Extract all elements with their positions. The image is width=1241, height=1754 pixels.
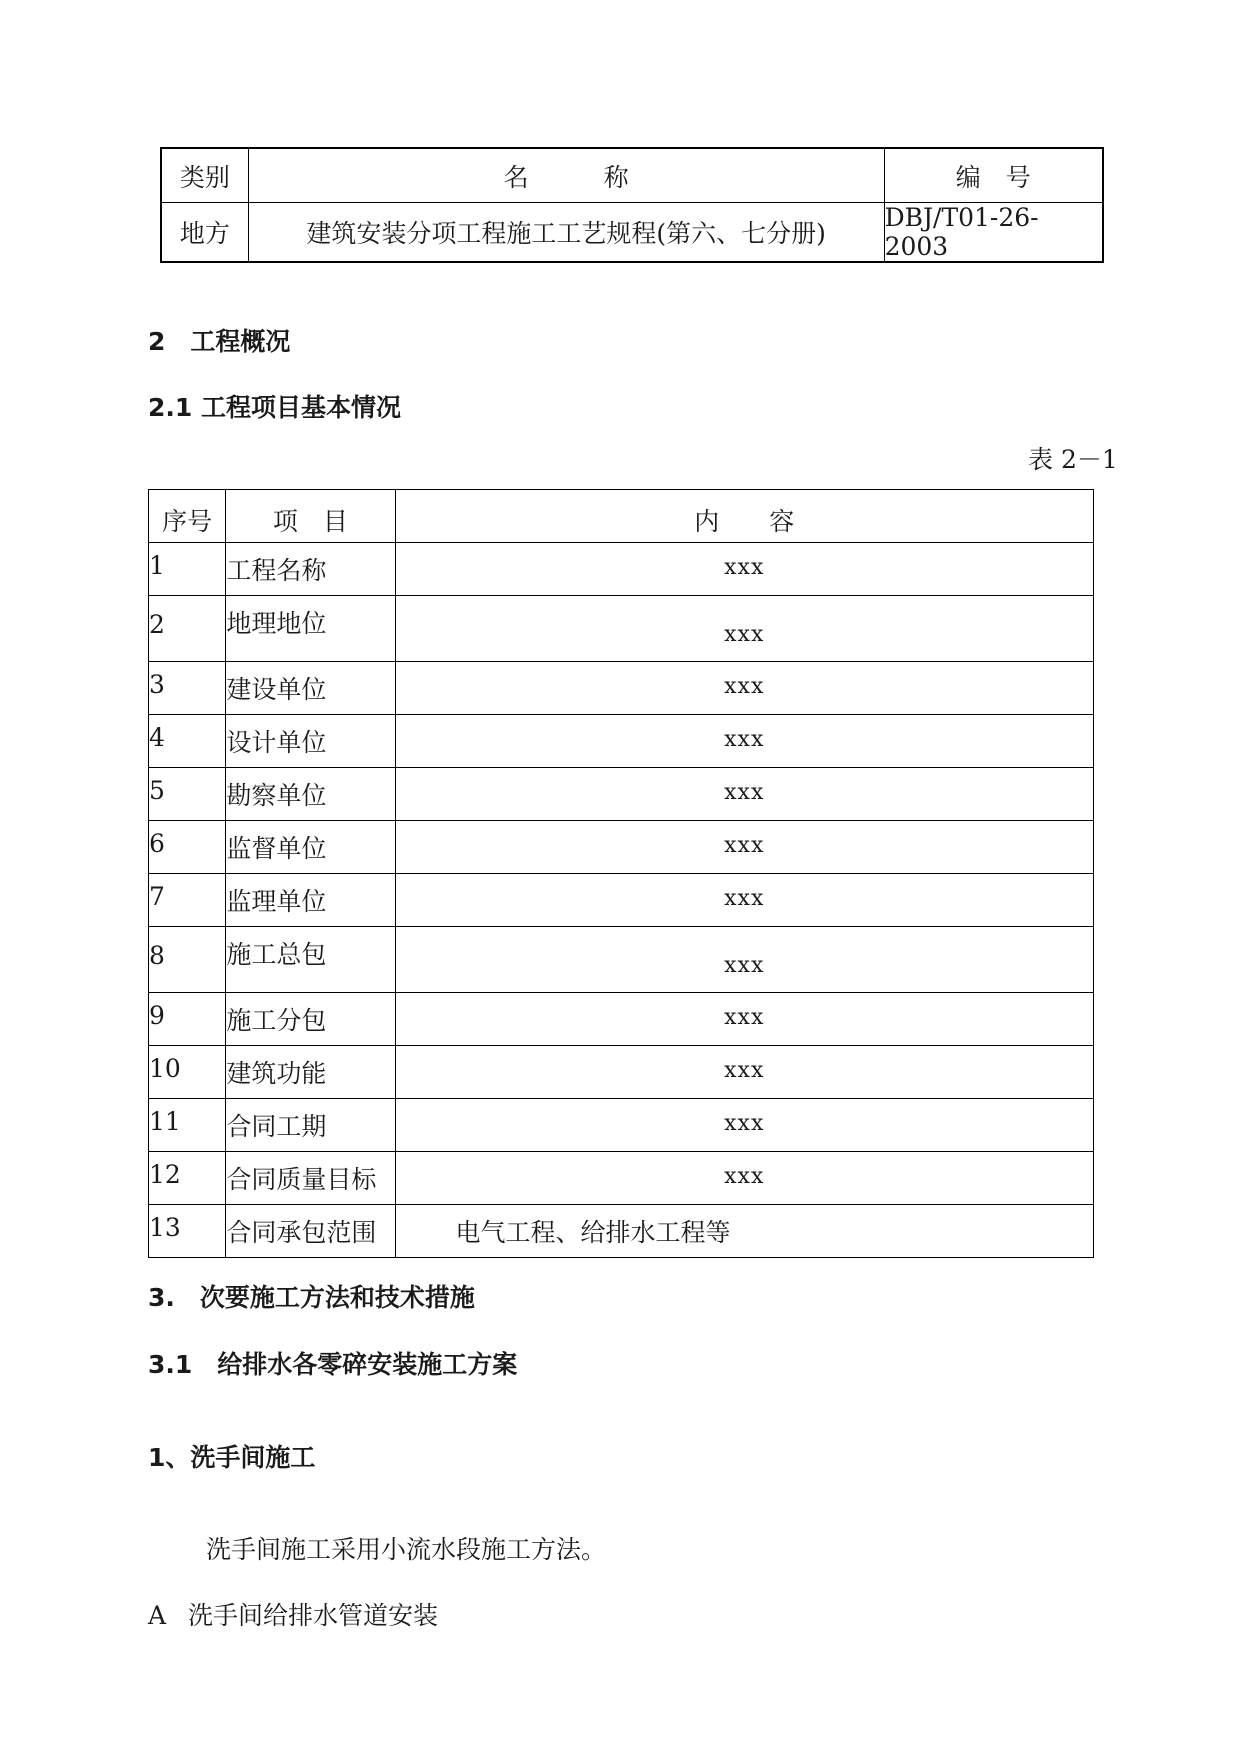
section-heading: 2 工程概况 [148, 327, 291, 356]
info-table-header [149, 490, 1094, 543]
table-row [149, 715, 1094, 768]
table-row [149, 596, 1094, 662]
table-row [149, 1099, 1094, 1152]
row-value: xxx [395, 1099, 1093, 1152]
list-item [148, 1596, 438, 1632]
row-no: 1 [149, 543, 226, 596]
row-item: 合同承包范围 [226, 1205, 395, 1258]
table-row [149, 768, 1094, 821]
row-no: 10 [149, 1046, 226, 1099]
row-item: 建设单位 [226, 662, 395, 715]
row-item: 勘察单位 [226, 768, 395, 821]
project-info-table [148, 489, 1094, 1258]
subsection-heading: 1、洗手间施工 [148, 1443, 316, 1472]
table-row [149, 543, 1094, 596]
row-item: 施工总包 [226, 927, 395, 993]
row-value: xxx [395, 662, 1093, 715]
header-content: 内 容 [395, 490, 1093, 543]
row-item: 监督单位 [226, 821, 395, 874]
row-value: xxx [395, 821, 1093, 874]
cell-category: 地方 [161, 203, 248, 263]
section-heading: 3.1 给排水各零碎安装施工方案 [148, 1350, 518, 1379]
cell-name: 建筑安装分项工程施工工艺规程(第六、七分册) [248, 203, 884, 263]
row-no: 11 [149, 1099, 226, 1152]
row-no: 3 [149, 662, 226, 715]
header-no: 序号 [149, 490, 226, 543]
header-item: 项 目 [226, 490, 395, 543]
row-value: 电气工程、给排水工程等 [395, 1205, 1093, 1258]
table-row [149, 874, 1094, 927]
standards-table-header [161, 148, 1103, 203]
row-value: xxx [395, 768, 1093, 821]
row-no: 5 [149, 768, 226, 821]
table-row [149, 1205, 1094, 1258]
header-category: 类别 [161, 148, 248, 203]
header-name: 名 称 [248, 148, 884, 203]
row-item: 设计单位 [226, 715, 395, 768]
row-no: 4 [149, 715, 226, 768]
row-no: 13 [149, 1205, 226, 1258]
table-row [149, 1152, 1094, 1205]
list-item-label: A [148, 1601, 167, 1630]
table-row [149, 821, 1094, 874]
row-no: 9 [149, 993, 226, 1046]
row-item: 建筑功能 [226, 1046, 395, 1099]
row-item: 施工分包 [226, 993, 395, 1046]
row-item: 合同质量目标 [226, 1152, 395, 1205]
table-row [149, 662, 1094, 715]
cell-code: DBJ/T01-26-2003 [884, 203, 1103, 263]
table-row [149, 927, 1094, 993]
row-value: xxx [395, 874, 1093, 927]
row-item: 地理地位 [226, 596, 395, 662]
row-no: 8 [149, 927, 226, 993]
row-value: xxx [395, 993, 1093, 1046]
table-row [161, 203, 1103, 263]
standards-table [160, 147, 1104, 263]
row-value: xxx [395, 543, 1093, 596]
row-no: 7 [149, 874, 226, 927]
table-row [149, 993, 1094, 1046]
paragraph: 洗手间施工采用小流水段施工方法。 [206, 1535, 607, 1564]
row-item: 监理单位 [226, 874, 395, 927]
row-value: xxx [395, 715, 1093, 768]
row-value: xxx [395, 1046, 1093, 1099]
row-no: 12 [149, 1152, 226, 1205]
section-heading: 3. 次要施工方法和技术措施 [148, 1283, 475, 1312]
header-code: 编 号 [884, 148, 1103, 203]
row-no: 2 [149, 596, 226, 662]
list-item-text: 洗手间给排水管道安装 [188, 1601, 439, 1630]
row-value: xxx [395, 1152, 1093, 1205]
row-item: 合同工期 [226, 1099, 395, 1152]
row-value: xxx [395, 927, 1093, 993]
table-row [149, 1046, 1094, 1099]
section-heading: 2.1 工程项目基本情况 [148, 393, 401, 422]
row-item: 工程名称 [226, 543, 395, 596]
row-no: 6 [149, 821, 226, 874]
table-caption: 表 2－1 [1028, 445, 1118, 474]
row-value: xxx [395, 596, 1093, 662]
